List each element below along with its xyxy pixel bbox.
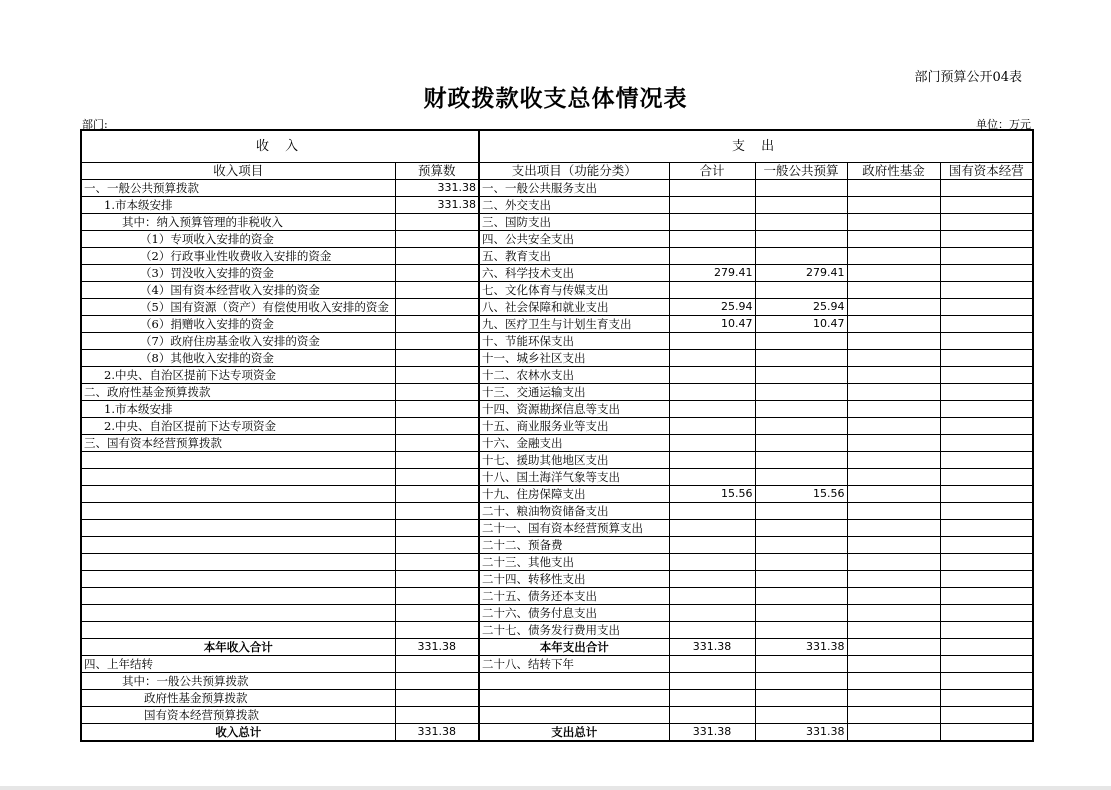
income-budget — [395, 554, 479, 571]
expense-general-budget: 25.94 — [755, 299, 847, 316]
expense-item — [479, 690, 669, 707]
table-row — [81, 622, 1033, 639]
expense-item: 二、外交支出 — [479, 197, 669, 214]
expense-item: 二十八、结转下年 — [479, 656, 669, 673]
expense-item — [479, 707, 669, 724]
income-section-header: 收 入 — [81, 130, 479, 163]
expense-gov-fund — [847, 554, 940, 571]
table-row — [81, 384, 1033, 401]
expense-item: 十八、国土海洋气象等支出 — [479, 469, 669, 486]
expense-total — [669, 452, 755, 469]
income-budget — [395, 537, 479, 554]
expense-gov-fund — [847, 180, 940, 197]
income-item: 国有资本经营预算拨款 — [81, 707, 395, 724]
expense-general-budget: 10.47 — [755, 316, 847, 333]
expense-state-capital — [940, 503, 1033, 520]
expense-general-budget — [755, 333, 847, 350]
expense-state-capital — [940, 707, 1033, 724]
expense-gov-fund — [847, 367, 940, 384]
expense-gov-fund — [847, 435, 940, 452]
expense-total: 10.47 — [669, 316, 755, 333]
expense-total: 15.56 — [669, 486, 755, 503]
income-budget — [395, 299, 479, 316]
expense-general-budget — [755, 214, 847, 231]
annual-total-row — [81, 639, 1033, 656]
expense-state-capital — [940, 299, 1033, 316]
income-budget — [395, 656, 479, 673]
annual-total-row-total: 331.38 — [669, 639, 755, 656]
expense-total — [669, 231, 755, 248]
expense-state-capital — [940, 316, 1033, 333]
expense-state-capital — [940, 673, 1033, 690]
income-item: （7）政府住房基金收入安排的资金 — [81, 333, 395, 350]
income-item: 二、政府性基金预算拨款 — [81, 384, 395, 401]
grand-total-row-expense-label: 支出总计 — [479, 724, 669, 742]
expense-total — [669, 418, 755, 435]
income-budget — [395, 486, 479, 503]
income-item — [81, 520, 395, 537]
expense-total — [669, 571, 755, 588]
expense-gov-fund — [847, 265, 940, 282]
table-row — [81, 316, 1033, 333]
expense-item: 二十三、其他支出 — [479, 554, 669, 571]
expense-gov-fund — [847, 605, 940, 622]
table-row — [81, 265, 1033, 282]
expense-item: 九、医疗卫生与计划生育支出 — [479, 316, 669, 333]
form-number: 部门预算公开04表 — [914, 70, 1022, 85]
table-row — [81, 214, 1033, 231]
expense-state-capital — [940, 554, 1033, 571]
income-item — [81, 469, 395, 486]
income-budget — [395, 214, 479, 231]
expense-item: 二十、粮油物资储备支出 — [479, 503, 669, 520]
expense-general-budget — [755, 469, 847, 486]
expense-total — [669, 333, 755, 350]
expense-item: 十六、金融支出 — [479, 435, 669, 452]
expense-total — [669, 214, 755, 231]
expense-item: 一、一般公共服务支出 — [479, 180, 669, 197]
expense-general-budget — [755, 690, 847, 707]
expense-state-capital — [940, 622, 1033, 639]
expense-item: 六、科学技术支出 — [479, 265, 669, 282]
expense-item: 七、文化体育与传媒支出 — [479, 282, 669, 299]
carry-over-row — [81, 690, 1033, 707]
carry-over-row — [81, 656, 1033, 673]
expense-general-budget — [755, 384, 847, 401]
expense-state-capital — [940, 605, 1033, 622]
expense-gov-fund — [847, 537, 940, 554]
table-row — [81, 588, 1033, 605]
income-budget — [395, 350, 479, 367]
income-budget — [395, 520, 479, 537]
annual-total-row-expense-label: 本年支出合计 — [479, 639, 669, 656]
expense-general-budget — [755, 571, 847, 588]
expense-gov-fund — [847, 503, 940, 520]
expense-state-capital — [940, 486, 1033, 503]
grand-total-row-state-capital — [940, 724, 1033, 742]
table-row — [81, 435, 1033, 452]
expense-state-capital — [940, 520, 1033, 537]
table-row — [81, 180, 1033, 197]
expense-general-budget — [755, 401, 847, 418]
expense-gov-fund — [847, 690, 940, 707]
expense-general-budget: 279.41 — [755, 265, 847, 282]
grand-total-row-total: 331.38 — [669, 724, 755, 742]
expense-item: 二十七、债务发行费用支出 — [479, 622, 669, 639]
expense-total — [669, 707, 755, 724]
expense-general-budget — [755, 231, 847, 248]
expense-state-capital — [940, 571, 1033, 588]
income-budget — [395, 622, 479, 639]
expense-total — [669, 367, 755, 384]
expense-state-capital — [940, 333, 1033, 350]
col-header-expense-item: 支出项目（功能分类） — [479, 163, 669, 180]
expense-gov-fund — [847, 452, 940, 469]
expense-general-budget — [755, 673, 847, 690]
income-budget — [395, 452, 479, 469]
income-budget — [395, 231, 479, 248]
table-row — [81, 299, 1033, 316]
expense-general-budget — [755, 656, 847, 673]
expense-general-budget — [755, 248, 847, 265]
expense-general-budget — [755, 605, 847, 622]
expense-item: 二十一、国有资本经营预算支出 — [479, 520, 669, 537]
table-row — [81, 554, 1033, 571]
table-row — [81, 605, 1033, 622]
annual-total-row-general-budget: 331.38 — [755, 639, 847, 656]
expense-total — [669, 588, 755, 605]
income-item: 一、一般公共预算拨款 — [81, 180, 395, 197]
income-item: （1）专项收入安排的资金 — [81, 231, 395, 248]
expense-state-capital — [940, 469, 1033, 486]
window-bottom-edge — [0, 786, 1111, 790]
expense-section-header: 支 出 — [479, 130, 1033, 163]
expense-item: 十九、住房保障支出 — [479, 486, 669, 503]
income-item — [81, 503, 395, 520]
grand-total-row-gov-fund — [847, 724, 940, 742]
expense-state-capital — [940, 418, 1033, 435]
section-header-row — [81, 130, 1033, 163]
table-row — [81, 350, 1033, 367]
expense-state-capital — [940, 367, 1033, 384]
annual-total-row-state-capital — [940, 639, 1033, 656]
expense-item: 十三、交通运输支出 — [479, 384, 669, 401]
expense-item: 十、节能环保支出 — [479, 333, 669, 350]
income-item: 其中：纳入预算管理的非税收入 — [81, 214, 395, 231]
expense-state-capital — [940, 248, 1033, 265]
income-budget — [395, 435, 479, 452]
expense-item: 二十五、债务还本支出 — [479, 588, 669, 605]
budget-table — [80, 129, 1034, 742]
expense-state-capital — [940, 265, 1033, 282]
expense-total — [669, 537, 755, 554]
annual-total-row-income-amount: 331.38 — [395, 639, 479, 656]
expense-general-budget: 15.56 — [755, 486, 847, 503]
income-item: 2.中央、自治区提前下达专项资金 — [81, 418, 395, 435]
department-label: 部门: — [82, 118, 108, 131]
expense-gov-fund — [847, 486, 940, 503]
income-budget — [395, 673, 479, 690]
expense-general-budget — [755, 707, 847, 724]
income-item: 其中：一般公共预算拨款 — [81, 673, 395, 690]
expense-total — [669, 248, 755, 265]
table-row — [81, 537, 1033, 554]
carry-over-row — [81, 707, 1033, 724]
table-row — [81, 503, 1033, 520]
expense-total — [669, 180, 755, 197]
expense-gov-fund — [847, 622, 940, 639]
table-row — [81, 486, 1033, 503]
expense-state-capital — [940, 537, 1033, 554]
column-header-row — [81, 163, 1033, 180]
expense-state-capital — [940, 214, 1033, 231]
income-budget — [395, 469, 479, 486]
expense-general-budget — [755, 367, 847, 384]
table-row — [81, 418, 1033, 435]
income-item: （5）国有资源（资产）有偿使用收入安排的资金 — [81, 299, 395, 316]
expense-state-capital — [940, 197, 1033, 214]
expense-gov-fund — [847, 282, 940, 299]
expense-general-budget — [755, 622, 847, 639]
col-header-budget: 预算数 — [395, 163, 479, 180]
expense-item: 十五、商业服务业等支出 — [479, 418, 669, 435]
income-budget: 331.38 — [395, 180, 479, 197]
income-budget — [395, 384, 479, 401]
expense-total — [669, 622, 755, 639]
expense-total — [669, 673, 755, 690]
table-row — [81, 401, 1033, 418]
expense-gov-fund — [847, 673, 940, 690]
income-item: （6）捐赠收入安排的资金 — [81, 316, 395, 333]
income-item: 2.中央、自治区提前下达专项资金 — [81, 367, 395, 384]
expense-item: 十二、农林水支出 — [479, 367, 669, 384]
expense-total — [669, 503, 755, 520]
income-item — [81, 622, 395, 639]
table-row — [81, 333, 1033, 350]
expense-total — [669, 384, 755, 401]
table-row — [81, 452, 1033, 469]
expense-general-budget — [755, 435, 847, 452]
income-item: 1.市本级安排 — [81, 401, 395, 418]
income-item — [81, 486, 395, 503]
expense-total: 25.94 — [669, 299, 755, 316]
expense-general-budget — [755, 503, 847, 520]
income-budget — [395, 333, 479, 350]
expense-state-capital — [940, 588, 1033, 605]
income-budget — [395, 707, 479, 724]
income-budget — [395, 571, 479, 588]
expense-state-capital — [940, 384, 1033, 401]
col-header-income-item: 收入项目 — [81, 163, 395, 180]
expense-total: 279.41 — [669, 265, 755, 282]
income-budget — [395, 418, 479, 435]
income-item: （3）罚没收入安排的资金 — [81, 265, 395, 282]
table-row — [81, 469, 1033, 486]
income-budget: 331.38 — [395, 197, 479, 214]
expense-item: 二十四、转移性支出 — [479, 571, 669, 588]
expense-state-capital — [940, 435, 1033, 452]
expense-general-budget — [755, 197, 847, 214]
expense-general-budget — [755, 282, 847, 299]
expense-item: 五、教育支出 — [479, 248, 669, 265]
expense-item: 十七、援助其他地区支出 — [479, 452, 669, 469]
expense-gov-fund — [847, 571, 940, 588]
carry-over-row — [81, 673, 1033, 690]
expense-state-capital — [940, 180, 1033, 197]
col-header-state-capital: 国有资本经营 — [940, 163, 1033, 180]
expense-gov-fund — [847, 231, 940, 248]
expense-state-capital — [940, 401, 1033, 418]
expense-gov-fund — [847, 656, 940, 673]
expense-general-budget — [755, 418, 847, 435]
income-budget — [395, 282, 479, 299]
expense-total — [669, 282, 755, 299]
expense-gov-fund — [847, 707, 940, 724]
income-budget — [395, 588, 479, 605]
income-item — [81, 571, 395, 588]
expense-general-budget — [755, 588, 847, 605]
expense-gov-fund — [847, 333, 940, 350]
income-budget — [395, 367, 479, 384]
table-row — [81, 367, 1033, 384]
income-item: 三、国有资本经营预算拨款 — [81, 435, 395, 452]
income-item: （4）国有资本经营收入安排的资金 — [81, 282, 395, 299]
expense-state-capital — [940, 452, 1033, 469]
expense-item: 十一、城乡社区支出 — [479, 350, 669, 367]
expense-total — [669, 197, 755, 214]
table-row — [81, 520, 1033, 537]
expense-gov-fund — [847, 469, 940, 486]
expense-state-capital — [940, 656, 1033, 673]
table-row — [81, 197, 1033, 214]
income-item: （2）行政事业性收费收入安排的资金 — [81, 248, 395, 265]
income-item: （8）其他收入安排的资金 — [81, 350, 395, 367]
annual-total-row-income-label: 本年收入合计 — [81, 639, 395, 656]
expense-total — [669, 605, 755, 622]
expense-gov-fund — [847, 197, 940, 214]
page-title: 财政拨款收支总体情况表 — [423, 85, 688, 112]
expense-item: 三、国防支出 — [479, 214, 669, 231]
grand-total-row-general-budget: 331.38 — [755, 724, 847, 742]
expense-total — [669, 520, 755, 537]
expense-gov-fund — [847, 214, 940, 231]
income-item: 1.市本级安排 — [81, 197, 395, 214]
expense-state-capital — [940, 350, 1033, 367]
expense-gov-fund — [847, 248, 940, 265]
expense-item: 二十六、债务付息支出 — [479, 605, 669, 622]
expense-gov-fund — [847, 350, 940, 367]
expense-item: 八、社会保障和就业支出 — [479, 299, 669, 316]
expense-total — [669, 401, 755, 418]
expense-total — [669, 435, 755, 452]
expense-general-budget — [755, 180, 847, 197]
income-budget — [395, 401, 479, 418]
expense-state-capital — [940, 231, 1033, 248]
expense-general-budget — [755, 350, 847, 367]
income-budget — [395, 248, 479, 265]
expense-item: 十四、资源勘探信息等支出 — [479, 401, 669, 418]
income-item: 政府性基金预算拨款 — [81, 690, 395, 707]
expense-general-budget — [755, 520, 847, 537]
expense-gov-fund — [847, 520, 940, 537]
expense-gov-fund — [847, 384, 940, 401]
income-item: 四、上年结转 — [81, 656, 395, 673]
income-budget — [395, 265, 479, 282]
annual-total-row-gov-fund — [847, 639, 940, 656]
expense-gov-fund — [847, 316, 940, 333]
expense-gov-fund — [847, 299, 940, 316]
grand-total-row — [81, 724, 1033, 742]
income-budget — [395, 690, 479, 707]
col-header-gov-fund: 政府性基金 — [847, 163, 940, 180]
unit-label: 单位：万元 — [976, 118, 1031, 131]
income-item — [81, 537, 395, 554]
income-item — [81, 554, 395, 571]
expense-general-budget — [755, 452, 847, 469]
col-header-general-budget: 一般公共预算 — [755, 163, 847, 180]
col-header-total: 合计 — [669, 163, 755, 180]
expense-total — [669, 554, 755, 571]
grand-total-row-income-label: 收入总计 — [81, 724, 395, 742]
income-item — [81, 452, 395, 469]
expense-total — [669, 690, 755, 707]
expense-state-capital — [940, 690, 1033, 707]
expense-total — [669, 656, 755, 673]
expense-total — [669, 350, 755, 367]
income-budget — [395, 503, 479, 520]
expense-item — [479, 673, 669, 690]
table-row — [81, 571, 1033, 588]
expense-item: 四、公共安全支出 — [479, 231, 669, 248]
income-budget — [395, 605, 479, 622]
income-item — [81, 605, 395, 622]
income-budget — [395, 316, 479, 333]
expense-gov-fund — [847, 588, 940, 605]
income-item — [81, 588, 395, 605]
table-row — [81, 282, 1033, 299]
table-row — [81, 231, 1033, 248]
expense-item: 二十二、预备费 — [479, 537, 669, 554]
expense-gov-fund — [847, 401, 940, 418]
grand-total-row-income-amount: 331.38 — [395, 724, 479, 742]
expense-gov-fund — [847, 418, 940, 435]
expense-total — [669, 469, 755, 486]
expense-general-budget — [755, 554, 847, 571]
expense-general-budget — [755, 537, 847, 554]
expense-state-capital — [940, 282, 1033, 299]
table-row — [81, 248, 1033, 265]
